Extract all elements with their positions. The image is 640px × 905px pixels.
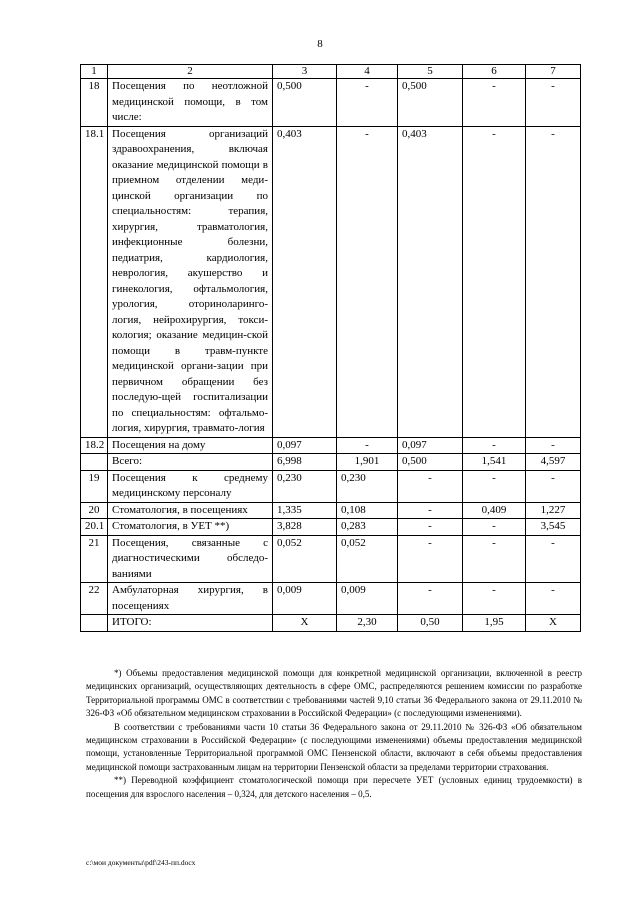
header-col-6: 6 xyxy=(463,65,526,79)
row-number: 21 xyxy=(81,535,108,583)
cell-col-7: - xyxy=(526,126,581,437)
cell-col-3: 1,335 xyxy=(273,502,337,519)
row-description: Посещения, связанные с диагностическими обследо-ваниями xyxy=(108,535,273,583)
cell-col-3: 0,500 xyxy=(273,79,337,127)
row-description: Посещения к среднему медицинскому персоналу xyxy=(108,470,273,502)
cell-col-7: 1,227 xyxy=(526,502,581,519)
cell-col-7: - xyxy=(526,583,581,615)
table-row xyxy=(81,535,581,583)
cell-col-6: - xyxy=(463,535,526,583)
table-row-total xyxy=(81,615,581,632)
cell-col-6: - xyxy=(463,437,526,454)
document-file-path: c:\мои документы\pdf\243-пп.docx xyxy=(86,858,196,867)
row-number: 20.1 xyxy=(81,519,108,536)
total-col-5: 0,50 xyxy=(398,615,463,632)
row-number: 19 xyxy=(81,470,108,502)
header-col-5: 5 xyxy=(398,65,463,79)
cell-col-6: - xyxy=(463,583,526,615)
cell-col-4: 1,901 xyxy=(337,454,398,471)
page-number: 8 xyxy=(317,38,323,50)
row-number: 18.1 xyxy=(81,126,108,437)
table-row xyxy=(81,583,581,615)
header-col-7: 7 xyxy=(526,65,581,79)
cell-col-6: - xyxy=(463,470,526,502)
cell-col-7: - xyxy=(526,437,581,454)
header-col-3: 3 xyxy=(273,65,337,79)
table-row xyxy=(81,470,581,502)
cell-col-5: - xyxy=(398,470,463,502)
row-number xyxy=(81,454,108,471)
row-number: 20 xyxy=(81,502,108,519)
total-col-3: X xyxy=(273,615,337,632)
cell-col-4: 0,009 xyxy=(337,583,398,615)
cell-col-6: 1,541 xyxy=(463,454,526,471)
row-number: 18 xyxy=(81,79,108,127)
cell-col-3: 6,998 xyxy=(273,454,337,471)
footnote-single-asterisk: *) Объемы предоставления медицинской помощи для конкретной медицинской организации, включенной в реестр медицинских организаций, осуществляющих деятельность в сфере ОМС, распределяются решением комиссии по разработке Территориальной программы ОМС в соответствии с требованиями частей 9,10 статьи 36 Федерального закона от 29.11.2010 № 326-ФЗ «Об обязательном медицинском страховании в Российской Федерации» (с последующими изменениями). xyxy=(86,668,582,719)
cell-col-6: - xyxy=(463,126,526,437)
cell-col-5: - xyxy=(398,535,463,583)
table-row xyxy=(81,79,581,127)
cell-col-4: 0,283 xyxy=(337,519,398,536)
row-description: Амбулаторная хирургия, в посещениях xyxy=(108,583,273,615)
cell-col-3: 0,052 xyxy=(273,535,337,583)
cell-col-5: - xyxy=(398,502,463,519)
cell-col-3: 0,403 xyxy=(273,126,337,437)
cell-col-6: 0,409 xyxy=(463,502,526,519)
cell-col-3: 0,009 xyxy=(273,583,337,615)
header-col-2: 2 xyxy=(108,65,273,79)
table-row xyxy=(81,519,581,536)
row-number-empty xyxy=(81,615,108,632)
row-number: 18.2 xyxy=(81,437,108,454)
cell-col-5: 0,500 xyxy=(398,79,463,127)
row-number: 22 xyxy=(81,583,108,615)
row-description: Всего: xyxy=(108,454,273,471)
total-label: ИТОГО: xyxy=(108,615,273,632)
header-col-4: 4 xyxy=(337,65,398,79)
table-row xyxy=(81,502,581,519)
total-col-6: 1,95 xyxy=(463,615,526,632)
row-description: Посещения организаций здравоохранения, включая оказание медицинской помощи в приемном отделении меди-цинской организации по специальностям: терапия, хирургия, травматология, инфекционные болезни, педиатрия, кардиология, неврология, акушерство и гинекология, офтальмология, урология, оториноларинго-логия, нейрохирургия, токси-кология; оказание медицин-ской помощи в травм-пункте медицинской органи-зации при первичном обращении без последую-щей госпитализации по специальностям: офтальмо-логия, хирургия, травмато-логия xyxy=(108,126,273,437)
cell-col-5: 0,403 xyxy=(398,126,463,437)
cell-col-4: 0,230 xyxy=(337,470,398,502)
footnotes xyxy=(86,667,582,801)
cell-col-4: 0,052 xyxy=(337,535,398,583)
cell-col-5: 0,500 xyxy=(398,454,463,471)
cell-col-7: 4,597 xyxy=(526,454,581,471)
footnote-paragraph: В соответствии с требованиями части 10 статьи 36 Федерального закона от 29.11.2010 № 326-ФЗ «Об обязательном медицинском страховании в Российской Федерации» (с последующими изменениями) объемы предоставления медицинской помощи, установленные Территориальной программой ОМС Пензенской области, включают в себя объемы предоставления медицинской помощи застрахованным лицам на территории Пензенской области за пределами территории страхования. xyxy=(86,721,582,772)
cell-col-7: - xyxy=(526,470,581,502)
cell-col-7: 3,545 xyxy=(526,519,581,536)
total-col-7: X xyxy=(526,615,581,632)
table-row xyxy=(81,126,581,437)
cell-col-5: - xyxy=(398,519,463,536)
total-col-4: 2,30 xyxy=(337,615,398,632)
cell-col-7: - xyxy=(526,535,581,583)
cell-col-3: 0,230 xyxy=(273,470,337,502)
cell-col-6: - xyxy=(463,519,526,536)
cell-col-4: - xyxy=(337,437,398,454)
cell-col-4: - xyxy=(337,79,398,127)
cell-col-6: - xyxy=(463,79,526,127)
row-description: Стоматология, в посещениях xyxy=(108,502,273,519)
cell-col-3: 0,097 xyxy=(273,437,337,454)
row-description: Стоматология, в УЕТ **) xyxy=(108,519,273,536)
cell-col-4: 0,108 xyxy=(337,502,398,519)
table-header-row xyxy=(81,65,581,79)
cell-col-5: 0,097 xyxy=(398,437,463,454)
cell-col-5: - xyxy=(398,583,463,615)
cell-col-7: - xyxy=(526,79,581,127)
row-description: Посещения по неотложной медицинской помощи, в том числе: xyxy=(108,79,273,127)
table-row-subtotal xyxy=(81,454,581,471)
header-col-1: 1 xyxy=(81,65,108,79)
volumes-table xyxy=(80,64,581,632)
row-description: Посещения на дому xyxy=(108,437,273,454)
cell-col-3: 3,828 xyxy=(273,519,337,536)
cell-col-4: - xyxy=(337,126,398,437)
table-row xyxy=(81,437,581,454)
footnote-double-asterisk: **) Переводной коэффициент стоматологической помощи при пересчете УЕТ (условных единиц трудоемкости) в посещения для взрослого населения – 0,324, для детского населения – 0,5. xyxy=(86,775,582,799)
